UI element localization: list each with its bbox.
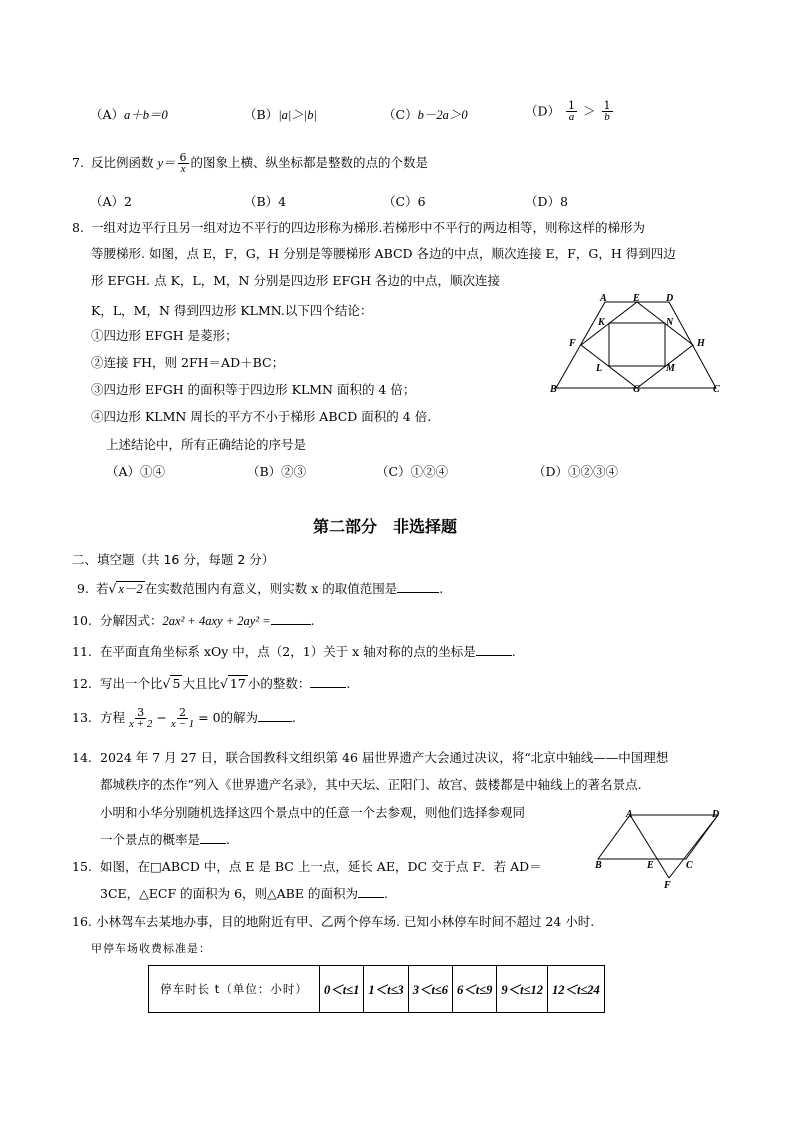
q15-parallelogram-figure (594, 806, 730, 892)
rectangle-klmn (609, 323, 665, 366)
label-b: B (595, 860, 602, 871)
range-cell-4: 6＜t≤9 (453, 966, 497, 1013)
q8-line2: 等腰梯形. 如图，点 E，F，G，H 分别是等腰梯形 ABCD 各边的中点，顺次连接 E，F，G，H 得到四边 (91, 246, 676, 261)
table-row (149, 966, 605, 1013)
label-d: D (666, 293, 674, 304)
q6-option-b: （B）|a|＞|b| (244, 107, 317, 122)
q8-conclusion-4: ④四边形 KLMN 周长的平方不小于梯形 ABCD 面积的 4 倍. (91, 409, 432, 424)
q15-line1: 15. 如图，在□ABCD 中，点 E 是 BC 上一点，延长 AE，DC 交于点 F．若 AD＝ (72, 859, 542, 874)
q10: 10. 分解因式：2ax² + 4axy + 2ay² = . (72, 613, 315, 628)
q11-answer-blank (476, 643, 512, 656)
q9: 9. 若√ x－2 在实数范围内有意义，则实数 x 的取值范围是 . (77, 581, 444, 596)
label-b: B (550, 384, 557, 394)
q6-option-d: （D） $\frac{1}{a}$ ＞ $\frac{1}{b}$ (525, 99, 611, 123)
q7-option-d: （D）8 (525, 194, 568, 209)
label-m: M (666, 363, 675, 374)
label-l: L (596, 363, 603, 374)
range-cell-1: 0＜t≤1 (320, 966, 364, 1013)
parallelogram-abcd (598, 815, 718, 859)
q8-option-a: （A）①④ (106, 464, 166, 479)
q7-option-b: （B）4 (244, 194, 287, 209)
label-e: E (647, 860, 654, 871)
q11: 11. 在平面直角坐标系 xOy 中，点（2，1）关于 x 轴对称的点的坐标是 . (72, 644, 516, 659)
q13: 13. 方程 $\frac{3}{x + 2}$ − $\frac{2}{x - 1}$ = 0的解为 . (72, 706, 297, 730)
q14-answer-blank (200, 831, 226, 844)
label-a: A (600, 293, 607, 304)
q8-option-c: （C）①②④ (376, 464, 449, 479)
q8-prompt: 上述结论中，所有正确结论的序号是 (106, 437, 307, 452)
q15-answer-blank (358, 885, 384, 898)
part-two-title: 第二部分 非选择题 (313, 517, 458, 536)
q12-answer-blank (310, 675, 346, 688)
q15-line2: 3CE，△ECF 的面积为 6，则△ABE 的面积为 . (100, 886, 388, 901)
q14-line3: 小明和小华分别随机选择这四个景点中的任意一个去参观，则他们选择参观同 (100, 805, 526, 820)
range-cell-2: 1＜t≤3 (364, 966, 408, 1013)
q8-trapezoid-figure (548, 292, 724, 394)
label-f: F (664, 880, 671, 891)
label-n: N (666, 317, 674, 328)
label-a: A (626, 809, 633, 820)
q16-fee-caption: 甲停车场收费标准是： (91, 942, 211, 955)
q8-line3: 形 EFGH. 点 K，L，M，N 分别是四边形 EFGH 各边的中点，顺次连接 (91, 273, 501, 288)
q6-option-a: （A）a＋b＝0 (90, 107, 168, 122)
q16: 16. 小林驾车去某地办事，目的地附近有甲、乙两个停车场. 已知小林停车时间不超过 24 小时. (72, 914, 595, 929)
range-cell-3: 3＜t≤6 (408, 966, 452, 1013)
q13-answer-blank (258, 709, 292, 722)
q7-stem: 7. 反比例函数 y＝ $\frac{6}{x}$ 的图象上横、纵坐标都是整数的点的个数是 (72, 151, 429, 175)
range-cell-5: 9＜t≤12 (497, 966, 548, 1013)
q8-conclusion-2: ②连接 FH，则 2FH＝AD＋BC； (91, 355, 285, 370)
q12: 12. 写出一个比√ 5 大且比√ 17 小的整数： . (72, 676, 351, 691)
q8-conclusion-1: ①四边形 EFGH 是菱形； (91, 328, 238, 343)
label-c: C (713, 384, 720, 394)
q6-option-c: （C）b－2a＞0 (383, 107, 468, 122)
q14-line2: 都城秩序的杰作”列入《世界遗产名录》，其中天坛、正阳门、故宫、鼓楼都是中轴线上的著名景点. (100, 777, 642, 792)
q14-line4: 一个景点的概率是 . (100, 832, 230, 847)
q7-option-c: （C）6 (383, 194, 426, 209)
q10-answer-blank (271, 612, 311, 625)
label-c: C (686, 860, 693, 871)
q8-line4: K，L，M，N 得到四边形 KLMN.以下四个结论： (91, 303, 373, 318)
table-header-cell: 停车时长 t（单位：小时） (149, 966, 320, 1013)
q8-option-d: （D）①②③④ (533, 464, 619, 479)
q8-option-b: （B）②③ (247, 464, 307, 479)
label-k: K (598, 317, 605, 328)
parking-fee-table (148, 965, 605, 1013)
q8-conclusion-3: ③四边形 EFGH 的面积等于四边形 KLMN 面积的 4 倍； (91, 382, 416, 397)
q14-line1: 14. 2024 年 7 月 27 日，联合国教科文组织第 46 届世界遗产大会通过决议，将“北京中轴线——中国理想 (72, 750, 669, 765)
label-d: D (712, 809, 720, 820)
line-df (669, 815, 718, 878)
fill-blank-section-heading: 二、填空题（共 16 分，每题 2 分） (72, 552, 275, 567)
label-h: H (697, 338, 705, 349)
label-f: F (569, 338, 576, 349)
range-cell-6: 12＜t≤24 (547, 966, 604, 1013)
q9-answer-blank (397, 580, 439, 593)
label-g: G (633, 384, 641, 394)
q8-line1: 8. 一组对边平行且另一组对边不平行的四边形称为梯形.若梯形中不平行的两边相等，则称这样的梯形为 (72, 220, 645, 235)
label-e: E (633, 293, 640, 304)
q7-option-a: （A）2 (90, 194, 132, 209)
trapezoid-abcd (556, 302, 716, 388)
q6-options (90, 106, 168, 124)
